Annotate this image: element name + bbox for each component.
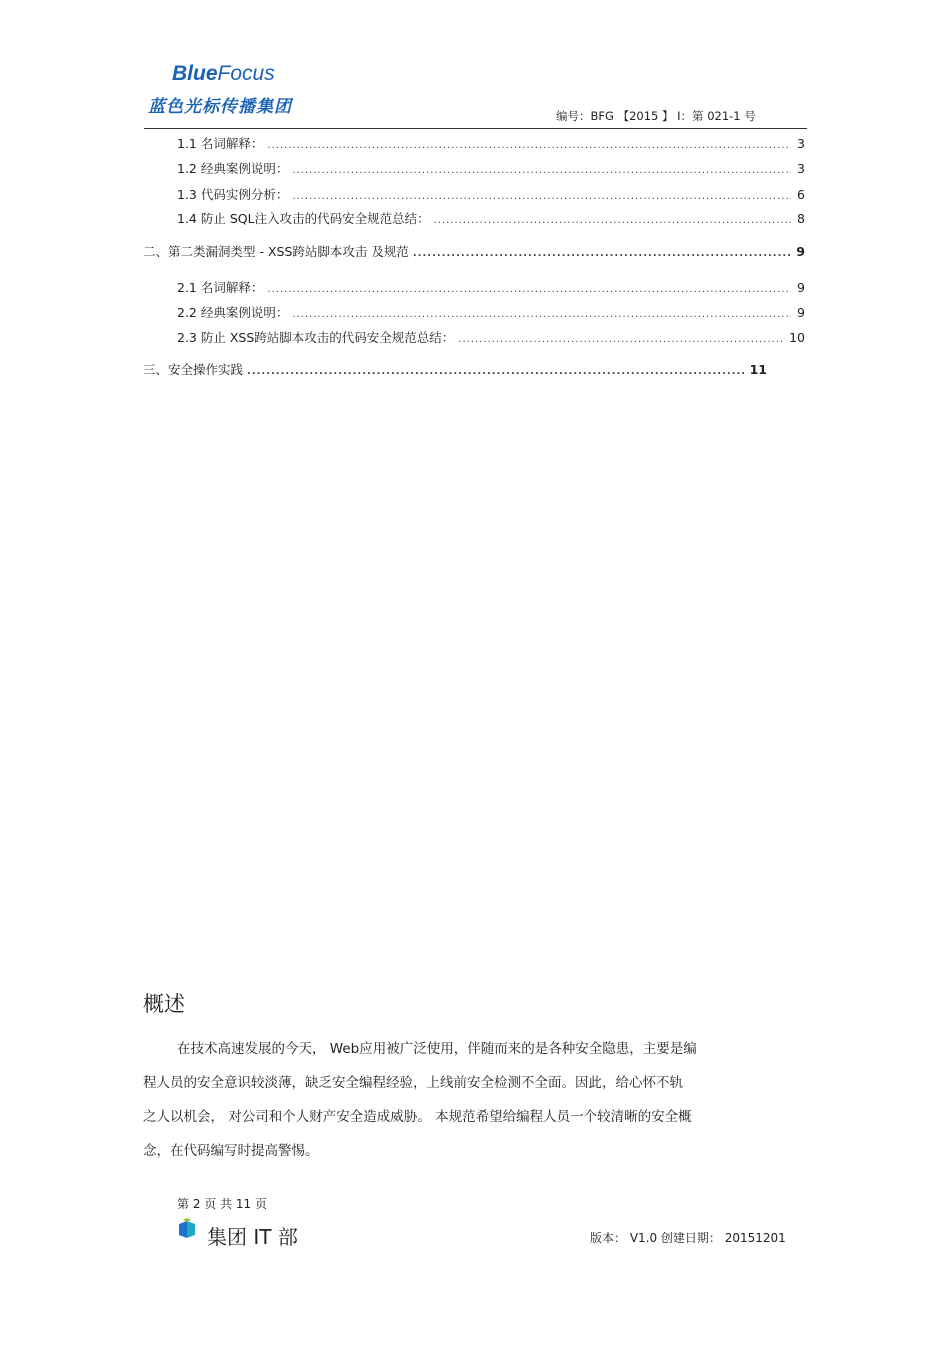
toc-entry[interactable] [177,278,805,296]
logo-english [172,62,275,86]
section-heading: 概述 [143,992,185,1016]
toc-entry-label: 2.1 名词解释： [177,280,264,295]
toc-entry[interactable] [177,185,805,203]
toc-entry-page: 9 [796,244,805,259]
logo-english-prefix: Blue [172,62,218,85]
toc-leader [292,309,791,320]
paragraph-line: 在技术高速发展的今天， Web应用被广泛使用，伴随而来的是各种安全隐患，主要是编 [177,1041,697,1057]
logo-english-suffix: Focus [217,62,275,85]
toc-entry[interactable] [177,159,805,177]
toc-chapter[interactable] [143,242,805,260]
paragraph-line: 之人以机会， 对公司和个人财产安全造成威胁。 本规范希望给编程人员一个较清晰的安全概 [143,1109,692,1125]
toc-entry-label: 1.1 名词解释： [177,136,264,151]
toc-entry-page: 9 [797,280,805,295]
toc-entry-page: 3 [797,161,805,176]
toc-entry-page: 6 [797,187,805,202]
paragraph-line: 程人员的安全意识较淡薄，缺乏安全编程经验，上线前安全检测不全面。因此，给心怀不轨 [143,1075,683,1091]
toc-leader [413,248,791,259]
toc-leader [434,215,791,226]
toc-entry[interactable] [177,209,805,227]
toc-entry-label: 1.4 防止 SQL注入攻击的代码安全规范总结： [177,211,430,226]
header-divider [144,128,807,129]
toc-leader [267,284,791,295]
toc-entry-label: 1.3 代码实例分析： [177,187,289,202]
department-name: 集团 IT 部 [207,1225,298,1249]
toc-entry[interactable] [177,134,805,152]
toc-entry-label: 2.3 防止 XSS跨站脚本攻击的代码安全规范总结： [177,330,455,345]
toc-entry-page: 11 [749,362,767,377]
toc-entry-label: 2.2 经典案例说明： [177,305,289,320]
toc-entry-label: 1.2 经典案例说明： [177,161,289,176]
toc-leader [292,191,791,202]
toc-entry-page: 9 [797,305,805,320]
version-info: 版本： V1.0 创建日期： 20151201 [590,1231,786,1245]
toc-entry[interactable] [177,303,805,321]
toc-entry-label: 二、第二类漏洞类型 - XSS跨站脚本攻击 及规范 [143,244,409,259]
document-code: 编号：BFG 【2015 】 I：第 021-1 号 [556,109,756,123]
overview-paragraph [143,1032,783,1168]
toc-leader [267,140,791,151]
page-number: 第 2 页 共 11 页 [177,1197,267,1211]
toc-entry-label: 三、安全操作实践 [143,362,244,377]
toc-leader [247,366,746,377]
toc-leader [292,165,791,176]
toc-entry[interactable] [177,328,805,346]
toc-entry-page: 8 [797,211,805,226]
toc-entry-page: 3 [797,136,805,151]
toc-entry-page: 10 [789,330,805,345]
toc-leader [458,334,785,345]
toc-chapter[interactable] [143,360,767,378]
it-department-logo-icon [177,1218,197,1240]
paragraph-line: 念，在代码编写时提高警惕。 [143,1143,319,1159]
logo-chinese: 蓝色光标传播集团 [148,97,292,117]
